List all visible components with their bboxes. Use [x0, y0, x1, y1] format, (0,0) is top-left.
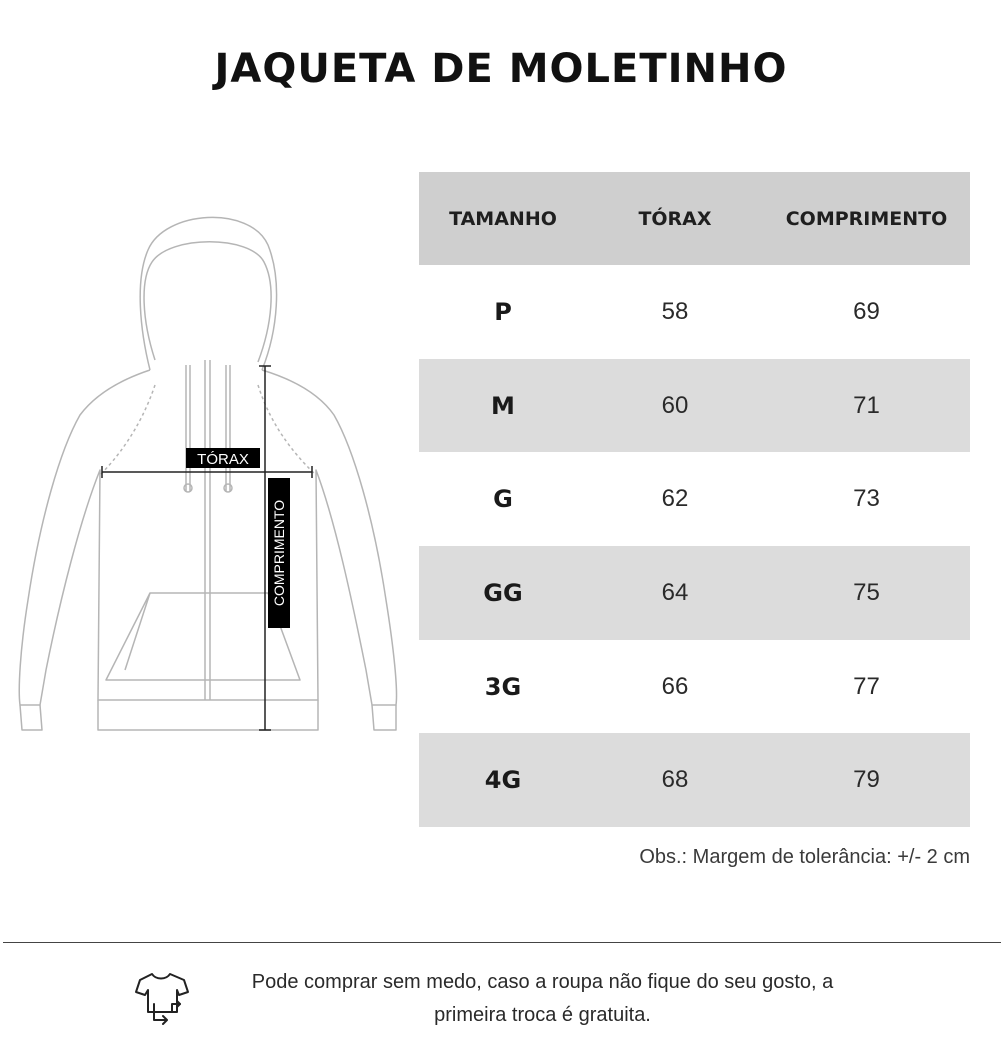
- chest-cell: 62: [661, 485, 689, 513]
- chest-label-text: TÓRAX: [197, 451, 249, 468]
- footer-divider: [3, 942, 1001, 943]
- page-title: JAQUETA DE MOLETINHO: [214, 46, 788, 92]
- table-row: [419, 265, 970, 359]
- header-length: COMPRIMENTO: [785, 207, 948, 230]
- length-label-text: COMPRIMENTO: [271, 499, 287, 607]
- length-measure-label: [268, 478, 290, 628]
- length-cell: 77: [853, 672, 880, 700]
- size-cell: GG: [483, 578, 523, 607]
- length-cell: 75: [853, 578, 880, 606]
- table-header-row: [419, 172, 970, 265]
- length-cell: 69: [853, 297, 880, 325]
- table-row: [419, 546, 970, 640]
- exchange-policy-line-1: Pode comprar sem medo, caso a roupa não fique do seu gosto, a: [251, 971, 834, 993]
- tolerance-note: Obs.: Margem de tolerância: +/- 2 cm: [639, 846, 970, 868]
- table-row: [419, 640, 970, 734]
- table-row: [419, 359, 970, 453]
- chest-cell: 66: [661, 672, 689, 700]
- chest-cell: 64: [661, 578, 689, 606]
- chest-measure-label: [186, 448, 260, 468]
- hoodie-jacket-illustration: [0, 200, 410, 745]
- size-cell: G: [493, 485, 513, 514]
- exchange-policy-line-2: primeira troca é gratuita.: [434, 1004, 651, 1026]
- header-chest: TÓRAX: [638, 207, 712, 230]
- size-cell: 3G: [484, 672, 522, 701]
- exchange-policy-text: [205, 966, 880, 1032]
- chest-cell: 68: [661, 766, 689, 794]
- size-cell: P: [494, 297, 512, 326]
- length-cell: 73: [853, 485, 880, 513]
- length-cell: 71: [853, 391, 880, 419]
- chest-cell: 58: [661, 297, 689, 325]
- length-cell: 79: [853, 766, 880, 794]
- size-chart-table: [419, 172, 970, 827]
- header-size: TAMANHO: [449, 207, 557, 230]
- shirt-exchange-icon: [132, 968, 192, 1028]
- size-cell: M: [491, 391, 515, 420]
- table-row: [419, 733, 970, 827]
- size-cell: 4G: [484, 766, 522, 795]
- table-row: [419, 452, 970, 546]
- chest-cell: 60: [661, 391, 689, 419]
